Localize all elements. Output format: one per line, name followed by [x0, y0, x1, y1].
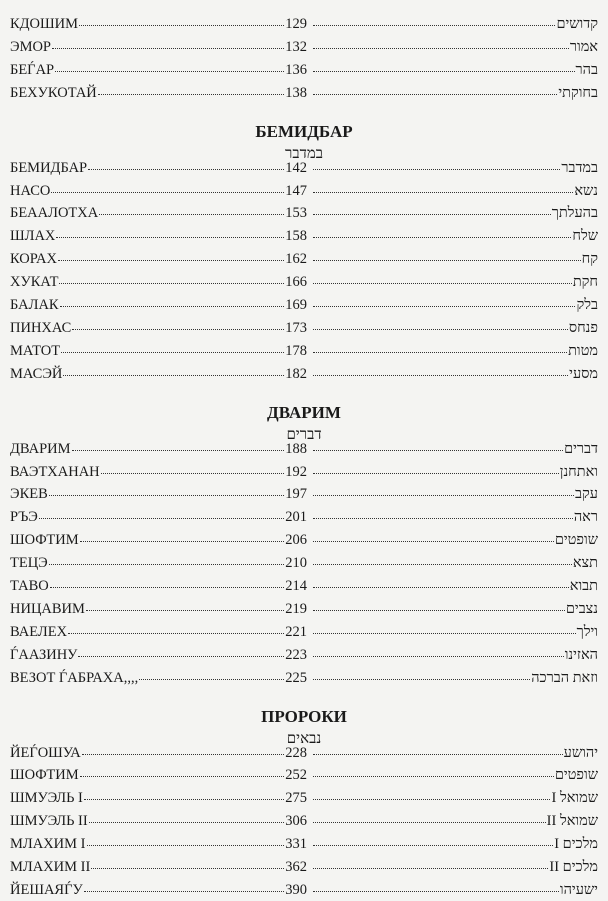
entry-hebrew-name: האזינו [564, 646, 598, 663]
entry-russian [10, 621, 307, 643]
dot-leader [313, 436, 563, 451]
dot-leader [313, 200, 551, 215]
dot-leader [313, 11, 555, 26]
dot-leader [84, 877, 285, 892]
entry-page-number: 142 [285, 159, 307, 176]
entry-hebrew [312, 317, 598, 339]
entry-hebrew-name: יהושע [563, 744, 598, 761]
entry-name: МАТОТ [10, 342, 61, 359]
entry-page-number: 210 [285, 555, 307, 572]
entry-hebrew [312, 13, 598, 35]
dot-leader [313, 877, 559, 892]
dot-leader [56, 223, 284, 238]
entry-hebrew [312, 810, 598, 832]
entry-hebrew-name: דברים [564, 440, 598, 457]
entry-russian [10, 506, 307, 528]
dot-leader [101, 459, 285, 474]
dot-leader [78, 642, 284, 657]
toc-entry[interactable] [0, 36, 608, 58]
entry-hebrew [312, 879, 598, 901]
dot-leader [313, 315, 568, 330]
entry-hebrew-name: נשא [574, 182, 598, 199]
entry-page-number: 153 [285, 205, 307, 222]
toc-entry[interactable] [0, 764, 608, 786]
entry-name: МАСЭЙ [10, 365, 63, 382]
entry-russian [10, 742, 307, 764]
entry-name: ШМУЭЛЬ I [10, 790, 83, 807]
entry-russian [10, 833, 307, 855]
entry-russian [10, 575, 307, 597]
entry-hebrew [312, 787, 598, 809]
entry-page-number: 228 [285, 744, 307, 761]
entry-hebrew-name: שופטים [554, 532, 598, 549]
entry-hebrew [312, 621, 598, 643]
dot-leader [313, 785, 550, 800]
dot-leader [49, 550, 284, 565]
entry-russian [10, 36, 307, 58]
entry-page-number: 162 [285, 251, 307, 268]
entry-russian [10, 363, 307, 385]
entry-page-number: 362 [285, 859, 307, 875]
entry-hebrew-name: פנחס [568, 319, 598, 336]
dot-leader [313, 57, 575, 72]
toc-entry[interactable] [0, 461, 608, 483]
entry-russian [10, 483, 307, 505]
entry-hebrew [312, 294, 598, 316]
entry-page-number: 219 [285, 600, 307, 617]
entry-hebrew [312, 363, 598, 385]
dot-leader [313, 504, 573, 519]
entry-hebrew [312, 575, 598, 597]
entry-name: БАЛАК [10, 297, 59, 313]
entry-hebrew [312, 742, 598, 764]
dot-leader [313, 831, 553, 846]
entry-page-number: 252 [285, 767, 307, 784]
entry-name: БЕЃАР [10, 61, 55, 78]
entry-page-number: 390 [285, 881, 307, 898]
dot-leader [313, 459, 559, 474]
section-title: БЕМИДБАР [255, 121, 353, 141]
entry-hebrew-name: בהעלתך [551, 205, 598, 222]
entry-hebrew-name: עקב [575, 486, 598, 503]
toc-entry[interactable] [0, 202, 608, 224]
entry-russian [10, 644, 307, 666]
entry-page-number: 182 [285, 365, 307, 382]
dot-leader [313, 527, 554, 542]
entry-hebrew [312, 36, 598, 58]
toc-entry[interactable] [0, 506, 608, 528]
dot-leader [313, 573, 569, 588]
entry-page-number: 197 [285, 486, 307, 503]
entry-page-number: 223 [285, 646, 307, 663]
toc-entry[interactable] [0, 340, 608, 362]
dot-leader [82, 740, 284, 755]
entry-hebrew-name: שלח [572, 228, 598, 245]
entry-name: ВАЕЛЕХ [10, 623, 68, 640]
toc-entry[interactable] [0, 59, 608, 81]
section-title: ПРОРОКИ [261, 706, 347, 726]
entry-page-number: 306 [285, 813, 307, 830]
entry-name: МЛАХИМ II [10, 859, 91, 875]
toc-entry[interactable] [0, 180, 608, 202]
entry-name: ЭМОР [10, 38, 52, 55]
entry-russian [10, 810, 307, 832]
entry-hebrew-name: שמואל I [551, 790, 598, 807]
dot-leader [86, 596, 284, 611]
dot-leader [58, 246, 284, 261]
entry-hebrew [312, 248, 598, 270]
entry-page-number: 192 [285, 463, 307, 480]
entry-name: ЙЕЃОШУА [10, 744, 81, 761]
entry-hebrew-name: שופטים [554, 767, 598, 784]
dot-leader [313, 665, 530, 680]
dot-leader [84, 785, 284, 800]
entry-hebrew [312, 340, 598, 362]
entry-russian [10, 157, 307, 179]
dot-leader [52, 34, 284, 49]
dot-leader [313, 762, 554, 777]
entry-hebrew-name: חקת [572, 274, 598, 291]
entry-name: ШЛАХ [10, 228, 56, 245]
dot-leader [50, 573, 285, 588]
entry-hebrew-name: ראה [573, 509, 598, 526]
toc-entry[interactable] [0, 644, 608, 666]
entry-hebrew-name: מלכים I [554, 836, 598, 853]
dot-leader [98, 80, 284, 95]
toc-entry[interactable] [0, 82, 608, 104]
entry-hebrew [312, 667, 598, 689]
entry-hebrew [312, 225, 598, 247]
toc-entry[interactable] [0, 438, 608, 460]
toc-entry[interactable] [0, 810, 608, 832]
dot-leader [313, 481, 574, 496]
toc-entry[interactable] [0, 742, 608, 764]
entry-hebrew-name: מסעי [569, 365, 598, 382]
entry-russian [10, 59, 307, 81]
dot-leader [87, 831, 285, 846]
toc-entry[interactable] [0, 363, 608, 385]
entry-hebrew-name: וילך [576, 623, 598, 640]
entry-name: ШОФТИМ [10, 532, 79, 549]
entry-russian [10, 552, 307, 574]
toc-entry[interactable] [0, 856, 608, 878]
entry-name: КОРАХ [10, 251, 57, 268]
dot-leader [89, 808, 285, 823]
entry-russian [10, 225, 307, 247]
entry-hebrew [312, 271, 598, 293]
toc-entry[interactable] [0, 271, 608, 293]
dot-leader [72, 315, 284, 330]
entry-name: ВЕЗОТ ЃАБРАХА,,,, [10, 669, 139, 686]
entry-hebrew-name: ישעיהו [559, 881, 598, 898]
dot-leader [313, 292, 575, 307]
entry-russian [10, 598, 307, 620]
dot-leader [59, 269, 284, 284]
toc-entry[interactable] [0, 248, 608, 270]
entry-hebrew [312, 856, 598, 878]
entry-page-number: 169 [285, 297, 307, 313]
entry-russian [10, 271, 307, 293]
entry-page-number: 206 [285, 532, 307, 549]
dot-leader [313, 246, 581, 261]
toc-entry[interactable] [0, 879, 608, 901]
entry-hebrew-name: תבוא [569, 578, 598, 594]
entry-name: ДВАРИМ [10, 440, 71, 457]
entry-hebrew-name: קדושים [556, 16, 598, 32]
toc-entry[interactable] [0, 552, 608, 574]
dot-leader [61, 338, 284, 353]
dot-leader [313, 854, 548, 869]
entry-hebrew-name: במדבר [561, 159, 598, 176]
entry-russian [10, 82, 307, 104]
entry-hebrew-name: ואתחנן [559, 463, 598, 480]
entry-hebrew [312, 552, 598, 574]
dot-leader [313, 269, 572, 284]
toc-entry[interactable] [0, 157, 608, 179]
dot-leader [313, 155, 560, 170]
entry-page-number: 138 [285, 84, 307, 101]
entry-page-number: 158 [285, 228, 307, 245]
dot-leader [88, 155, 284, 170]
entry-russian [10, 438, 307, 460]
entry-name: ЙЕШАЯЃУ [10, 881, 83, 898]
dot-leader [80, 762, 285, 777]
entry-page-number: 129 [285, 16, 307, 32]
entry-name: ТЕЦЭ [10, 555, 48, 572]
toc-entry[interactable] [0, 833, 608, 855]
entry-page-number: 136 [285, 61, 307, 78]
entry-russian [10, 202, 307, 224]
dot-leader [91, 854, 284, 869]
entry-hebrew [312, 529, 598, 551]
entry-hebrew-name: קח [581, 251, 598, 268]
entry-name: БЕМИДБАР [10, 159, 88, 176]
toc-entry[interactable] [0, 317, 608, 339]
entry-name: ЭКЕВ [10, 486, 48, 503]
dot-leader [72, 436, 285, 451]
entry-hebrew [312, 764, 598, 786]
dot-leader [55, 57, 284, 72]
entry-name: БЕААЛОТХА [10, 205, 99, 222]
entry-hebrew [312, 483, 598, 505]
dot-leader [313, 80, 557, 95]
entry-hebrew [312, 157, 598, 179]
entry-russian [10, 879, 307, 901]
entry-name: ШОФТИМ [10, 767, 79, 784]
dot-leader [60, 292, 285, 307]
dot-leader [313, 338, 567, 353]
dot-leader [313, 223, 571, 238]
entry-name: БЕХУКОТАЙ [10, 84, 97, 101]
entry-name: ХУКАТ [10, 274, 59, 291]
dot-leader [313, 178, 573, 193]
entry-page-number: 275 [285, 790, 307, 807]
entry-page-number: 188 [285, 440, 307, 457]
entry-hebrew [312, 82, 598, 104]
entry-name: ШМУЭЛЬ II [10, 813, 88, 830]
entry-hebrew-name: מטות [568, 342, 598, 359]
toc-entry[interactable] [0, 483, 608, 505]
entry-page-number: 173 [285, 319, 307, 336]
dot-leader [79, 11, 284, 26]
entry-russian [10, 667, 307, 689]
entry-hebrew-name: אמור [569, 38, 598, 55]
entry-page-number: 225 [285, 669, 307, 686]
entry-hebrew [312, 180, 598, 202]
entry-russian [10, 248, 307, 270]
entry-hebrew [312, 598, 598, 620]
entry-russian [10, 13, 307, 35]
dot-leader [99, 200, 284, 215]
entry-page-number: 132 [285, 38, 307, 55]
dot-leader [68, 619, 284, 634]
entry-hebrew [312, 461, 598, 483]
entry-hebrew-name: בלק [576, 297, 598, 313]
dot-leader [63, 361, 284, 376]
entry-name: ЃААЗИНУ [10, 646, 78, 663]
entry-page-number: 166 [285, 274, 307, 291]
entry-name: ВАЭТХАНАН [10, 463, 100, 480]
toc-entry[interactable] [0, 598, 608, 620]
dot-leader [313, 596, 565, 611]
dot-leader [313, 34, 569, 49]
dot-leader [313, 808, 546, 823]
dot-leader [313, 642, 564, 657]
entry-hebrew-name: וזאת הברכה [531, 669, 598, 686]
toc-entry[interactable] [0, 529, 608, 551]
dot-leader [313, 361, 568, 376]
entry-name: РЪЭ [10, 509, 38, 526]
entry-russian [10, 294, 307, 316]
entry-russian [10, 317, 307, 339]
dot-leader [139, 665, 284, 680]
toc-entry[interactable] [0, 787, 608, 809]
entry-hebrew-name: בחוקתי [558, 84, 598, 101]
toc-entry[interactable] [0, 575, 608, 597]
dot-leader [313, 619, 576, 634]
entry-name: НАСО [10, 182, 51, 199]
entry-russian [10, 856, 307, 878]
entry-hebrew-name: בהר [575, 61, 598, 78]
entry-hebrew [312, 202, 598, 224]
dot-leader [313, 550, 572, 565]
entry-page-number: 331 [285, 836, 307, 853]
section-hebrew-title: דברים [286, 426, 322, 443]
entry-page-number: 201 [285, 509, 307, 526]
toc-entry[interactable] [0, 225, 608, 247]
entry-russian [10, 787, 307, 809]
toc-entry[interactable] [0, 621, 608, 643]
entry-russian [10, 180, 307, 202]
section-hebrew-title: נבאים [286, 730, 322, 747]
entry-russian [10, 340, 307, 362]
entry-hebrew [312, 644, 598, 666]
dot-leader [49, 481, 284, 496]
entry-hebrew [312, 438, 598, 460]
entry-hebrew-name: שמואל II [546, 813, 598, 830]
entry-name: ТАВО [10, 578, 49, 594]
entry-hebrew-name: תצא [572, 555, 598, 572]
entry-page-number: 147 [285, 182, 307, 199]
entry-name: ПИНХАС [10, 319, 72, 336]
dot-leader [39, 504, 284, 519]
dot-leader [51, 178, 284, 193]
entry-hebrew [312, 833, 598, 855]
entry-russian [10, 529, 307, 551]
entry-name: НИЦАВИМ [10, 600, 85, 617]
entry-name: МЛАХИМ I [10, 836, 86, 853]
toc-entry[interactable] [0, 667, 608, 689]
entry-russian [10, 764, 307, 786]
section-title: ДВАРИМ [267, 402, 341, 422]
entry-name: КДОШИМ [10, 16, 79, 32]
entry-hebrew-name: נצבים [565, 600, 598, 617]
dot-leader [313, 740, 563, 755]
entry-hebrew [312, 59, 598, 81]
toc-entry[interactable] [0, 13, 608, 35]
entry-page-number: 221 [285, 623, 307, 640]
toc-entry[interactable] [0, 294, 608, 316]
entry-page-number: 178 [285, 342, 307, 359]
entry-russian [10, 461, 307, 483]
section-hebrew-title: במדבר [285, 145, 323, 162]
entry-hebrew-name: מלכים II [549, 859, 598, 875]
entry-page-number: 214 [285, 578, 307, 594]
entry-hebrew [312, 506, 598, 528]
dot-leader [80, 527, 285, 542]
